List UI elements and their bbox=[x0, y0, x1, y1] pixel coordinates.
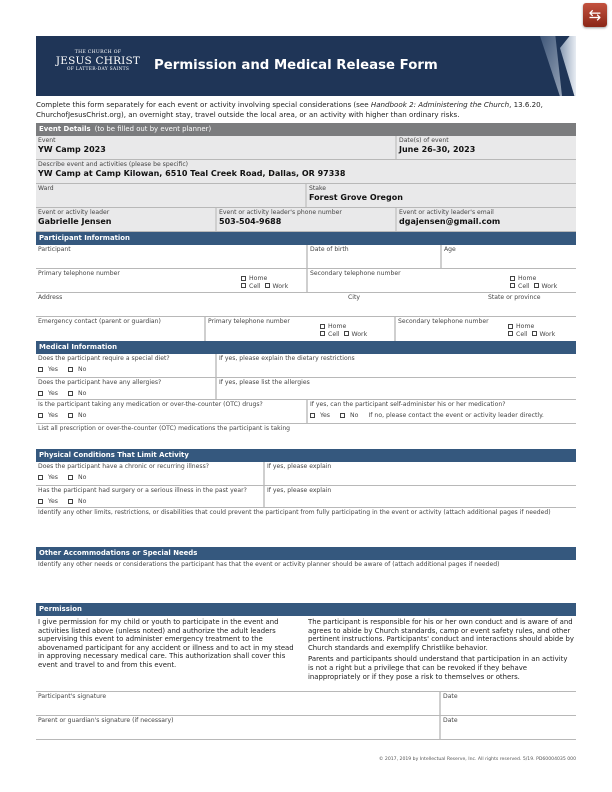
diet-explain-field[interactable] bbox=[217, 354, 576, 377]
chronic-illness-question bbox=[36, 462, 265, 485]
permission-statement: I give permission for my child or youth to participate in the event and activities listed above (unless noted) and authorize the adult leaders supervising this event to administer emergency treatment to the abovenamed participant for any accident or illness and to act in my stead in approving necessary medical care. This authorization shall cover this event and travel to and from this event. bbox=[38, 618, 294, 669]
field-label: Describe event and activities (please be specific) bbox=[38, 161, 189, 168]
home-checkbox[interactable] bbox=[508, 324, 513, 329]
form-header bbox=[36, 36, 576, 96]
field-label: If yes, can the participant self-administer his or her medication? bbox=[310, 401, 506, 408]
field-value[interactable]: Forest Grove Oregon bbox=[309, 193, 403, 202]
yes-checkbox[interactable] bbox=[38, 367, 43, 372]
section-header-physical: Physical Conditions That Limit Activity bbox=[36, 449, 576, 462]
yes-checkbox[interactable] bbox=[310, 413, 315, 418]
field-label: List all prescription or over-the-counter (OTC) medications the participant is taking bbox=[38, 425, 291, 432]
parent-signature-field[interactable] bbox=[36, 716, 441, 739]
logo-line-2: JESUS CHRIST bbox=[55, 55, 141, 67]
section-header-medical: Medical Information bbox=[36, 341, 576, 354]
phone-type-options bbox=[241, 275, 288, 290]
field-label: If yes, please explain the dietary restrictions bbox=[219, 355, 355, 362]
field-label: Primary telephone number bbox=[38, 270, 120, 277]
section-subtitle: (to be filled out by event planner) bbox=[94, 125, 212, 133]
field-value[interactable]: June 26-30, 2023 bbox=[399, 145, 476, 154]
emergency-primary-phone-field[interactable] bbox=[206, 317, 396, 341]
field-value[interactable]: Gabrielle Jensen bbox=[38, 217, 112, 226]
option-label: Work bbox=[351, 330, 368, 338]
field-label: Secondary telephone number bbox=[398, 318, 489, 325]
phone-type-options bbox=[510, 275, 557, 290]
logo-line-1: THE CHURCH OF bbox=[74, 50, 122, 55]
field-value[interactable]: 503-504-9688 bbox=[219, 217, 282, 226]
section-header-permission: Permission bbox=[36, 603, 576, 616]
participant-field[interactable] bbox=[36, 245, 308, 268]
intro-part-2: , 13.6.20, ChurchofJesusChrist.org), an overnight stay, travel outside the local area, or an activity with higher than ordinary risks. bbox=[36, 100, 543, 119]
header-decoration bbox=[560, 36, 576, 96]
option-label: Yes bbox=[48, 412, 58, 419]
emergency-secondary-phone-field[interactable] bbox=[396, 317, 576, 341]
field-label: Participant's signature bbox=[38, 693, 107, 700]
header-decoration bbox=[540, 36, 562, 96]
intro-part-1: Complete this form separately for each event or activity involving special considerations (see bbox=[36, 100, 371, 109]
privilege-statement: Parents and participants should understand that participation in an activity is not a right but a privilege that can be revoked if they behave inappropriately or if they pose a risk to themselves or others. bbox=[308, 655, 568, 681]
describe-field[interactable] bbox=[36, 160, 576, 183]
field-value[interactable]: YW Camp 2023 bbox=[38, 145, 106, 154]
no-checkbox[interactable] bbox=[68, 391, 73, 396]
option-label: No bbox=[78, 390, 87, 397]
field-label: City bbox=[348, 294, 360, 301]
field-label: Ward bbox=[38, 185, 54, 192]
work-checkbox[interactable] bbox=[534, 283, 539, 288]
intro-text bbox=[36, 100, 581, 120]
address-field[interactable] bbox=[36, 293, 346, 316]
field-label: Event or activity leader's phone number bbox=[219, 209, 342, 216]
option-label: Home bbox=[516, 323, 535, 330]
option-label: Cell bbox=[518, 282, 530, 290]
refresh-icon[interactable]: ⇆ bbox=[583, 3, 607, 27]
field-label: Date bbox=[443, 693, 458, 700]
field-label: Parent or guardian's signature (if necessary) bbox=[38, 717, 174, 724]
handbook-reference: Handbook 2: Administering the Church bbox=[370, 100, 510, 109]
field-label: Age bbox=[444, 246, 456, 253]
stake-field[interactable] bbox=[307, 184, 576, 207]
city-field[interactable] bbox=[346, 293, 486, 316]
church-logo bbox=[52, 50, 144, 72]
field-label: State or province bbox=[488, 294, 541, 301]
field-label: Does the participant have a chronic or recurring illness? bbox=[38, 463, 209, 470]
accommodations-field[interactable] bbox=[36, 560, 576, 603]
field-label: Date of birth bbox=[310, 246, 349, 253]
dob-field[interactable] bbox=[308, 245, 442, 268]
logo-line-3: OF LATTER-DAY SAINTS bbox=[66, 67, 130, 72]
field-label: Identify any other limits, restrictions, or disabilities that could prevent the participant from fully participating in the event or activity (attach additional pages if needed) bbox=[38, 509, 551, 516]
section-header-participant: Participant Information bbox=[36, 232, 576, 245]
participant-date-field[interactable] bbox=[441, 692, 576, 715]
field-label: Event or activity leader bbox=[38, 209, 110, 216]
work-checkbox[interactable] bbox=[344, 331, 349, 336]
secondary-phone-field[interactable] bbox=[308, 269, 576, 292]
ward-field[interactable] bbox=[36, 184, 307, 207]
field-label: Date(s) of event bbox=[399, 137, 449, 144]
option-label: No bbox=[78, 498, 87, 505]
primary-phone-field[interactable] bbox=[36, 269, 308, 292]
field-label: Identify any other needs or considerations the participant has that the event or activity planner should be aware of (attach additional pages if needed) bbox=[38, 561, 500, 568]
diet-question bbox=[36, 354, 217, 377]
option-label: No bbox=[78, 474, 87, 481]
no-checkbox[interactable] bbox=[68, 413, 73, 418]
field-label: Has the participant had surgery or a serious illness in the past year? bbox=[38, 487, 247, 494]
option-label: Yes bbox=[48, 366, 58, 373]
home-checkbox[interactable] bbox=[320, 324, 325, 329]
home-checkbox[interactable] bbox=[241, 276, 246, 281]
field-value[interactable]: YW Camp at Camp Kilowan, 6510 Teal Creek Road, Dallas, OR 97338 bbox=[38, 169, 346, 178]
field-label: If yes, please explain bbox=[267, 487, 332, 494]
event-details-section bbox=[36, 123, 576, 740]
other-limits-field[interactable] bbox=[36, 508, 576, 547]
no-checkbox[interactable] bbox=[68, 367, 73, 372]
field-label: If yes, please explain bbox=[267, 463, 332, 470]
field-label: Stake bbox=[309, 185, 327, 192]
allergy-question bbox=[36, 378, 217, 399]
conduct-statement: The participant is responsible for his or her own conduct and is aware of and agrees to abide by Church standards, camp or event safety rules, and other pertinent instructions. Participants' conduct and interactions should abide by Church standards and exemplify Christlike behavior. bbox=[308, 618, 574, 652]
option-label: Cell bbox=[328, 330, 340, 338]
work-checkbox[interactable] bbox=[532, 331, 537, 336]
option-label: Cell bbox=[249, 282, 261, 290]
field-label: Participant bbox=[38, 246, 71, 253]
field-label: Primary telephone number bbox=[208, 318, 290, 325]
option-label: Yes bbox=[48, 498, 58, 505]
leader-email-field[interactable] bbox=[397, 208, 576, 231]
option-label: Work bbox=[541, 282, 558, 290]
no-checkbox[interactable] bbox=[68, 499, 73, 504]
work-checkbox[interactable] bbox=[265, 283, 270, 288]
option-label: No bbox=[350, 412, 359, 419]
field-label: If yes, please list the allergies bbox=[219, 379, 310, 386]
field-label: Is the participant taking any medication or over-the-counter (OTC) drugs? bbox=[38, 401, 263, 408]
cell-checkbox[interactable] bbox=[320, 331, 325, 336]
field-value[interactable]: dgajensen@gmail.com bbox=[399, 217, 501, 226]
option-label: Home bbox=[518, 275, 537, 282]
cell-checkbox[interactable] bbox=[241, 283, 246, 288]
option-label: Work bbox=[272, 282, 289, 290]
leader-field[interactable] bbox=[36, 208, 217, 231]
field-label: Date bbox=[443, 717, 458, 724]
option-label: Home bbox=[249, 275, 268, 282]
medications-list-field[interactable] bbox=[36, 424, 576, 449]
state-field[interactable] bbox=[486, 293, 576, 316]
section-header-accommodations: Other Accommodations or Special Needs bbox=[36, 547, 576, 560]
field-label: Emergency contact (parent or guardian) bbox=[38, 318, 161, 325]
option-label: No bbox=[78, 412, 87, 419]
phone-type-options bbox=[320, 323, 367, 338]
field-label: Event bbox=[38, 137, 56, 144]
field-label: Secondary telephone number bbox=[310, 270, 401, 277]
option-label: Yes bbox=[48, 474, 58, 481]
surgery-question bbox=[36, 486, 265, 507]
yes-checkbox[interactable] bbox=[38, 499, 43, 504]
field-label: Does the participant have any allergies? bbox=[38, 379, 162, 386]
yes-checkbox[interactable] bbox=[38, 391, 43, 396]
yes-checkbox[interactable] bbox=[38, 475, 43, 480]
section-header-event-details bbox=[36, 123, 576, 136]
cell-checkbox[interactable] bbox=[510, 283, 515, 288]
emergency-contact-field[interactable] bbox=[36, 317, 206, 341]
cell-checkbox[interactable] bbox=[508, 331, 513, 336]
leader-phone-field[interactable] bbox=[217, 208, 397, 231]
no-checkbox[interactable] bbox=[68, 475, 73, 480]
field-label: Does the participant require a special diet? bbox=[38, 355, 170, 362]
dates-field[interactable] bbox=[397, 136, 576, 159]
option-label: Home bbox=[328, 323, 347, 330]
phone-type-options bbox=[508, 323, 555, 338]
option-label: Yes bbox=[320, 412, 330, 419]
permission-text bbox=[36, 616, 576, 691]
home-checkbox[interactable] bbox=[510, 276, 515, 281]
chronic-explain-field[interactable] bbox=[265, 462, 576, 485]
self-administer-note: If no, please contact the event or activity leader directly. bbox=[368, 412, 544, 419]
option-label: Yes bbox=[48, 390, 58, 397]
field-label: Event or activity leader's email bbox=[399, 209, 494, 216]
allergy-explain-field[interactable] bbox=[217, 378, 576, 399]
option-label: Cell bbox=[516, 330, 528, 338]
surgery-explain-field[interactable] bbox=[265, 486, 576, 507]
event-field[interactable] bbox=[36, 136, 397, 159]
no-checkbox[interactable] bbox=[340, 413, 345, 418]
page-title: Permission and Medical Release Form bbox=[154, 58, 438, 73]
field-label: Address bbox=[38, 294, 63, 301]
yes-checkbox[interactable] bbox=[38, 413, 43, 418]
option-label: Work bbox=[539, 330, 556, 338]
participant-signature-field[interactable] bbox=[36, 692, 441, 715]
age-field[interactable] bbox=[442, 245, 576, 268]
copyright-footer: © 2017, 2019 by Intellectual Reserve, Inc. All rights reserved. 5/19. PD60004035 000 bbox=[378, 757, 576, 762]
option-label: No bbox=[78, 366, 87, 373]
self-administer-question bbox=[308, 400, 576, 423]
medication-question bbox=[36, 400, 308, 423]
section-title: Event Details bbox=[39, 125, 91, 133]
parent-date-field[interactable] bbox=[441, 716, 576, 739]
